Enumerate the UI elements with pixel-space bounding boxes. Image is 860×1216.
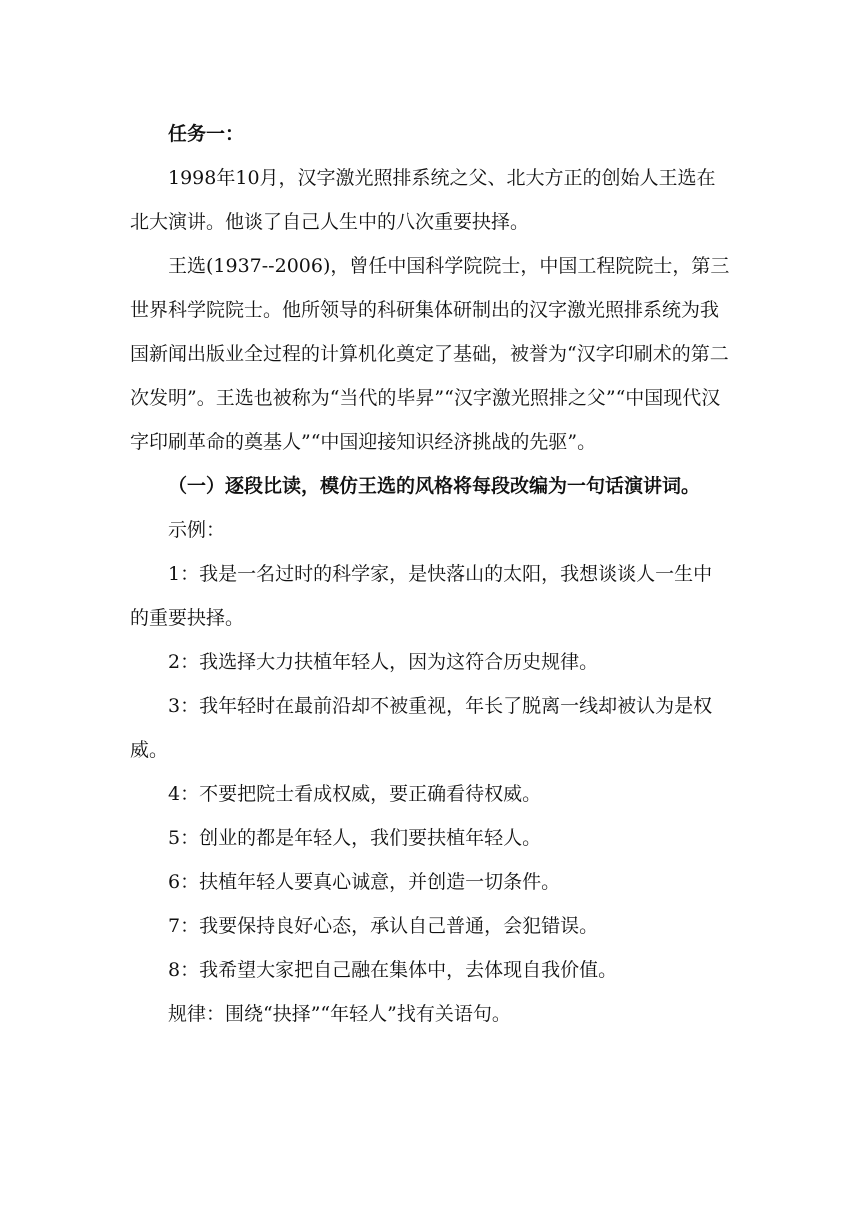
bio-paragraph: 王选(1937--2006)，曾任中国科学院院士，中国工程院院士，第三世界科学院院士。他所领导的科研集体研制出的汉字激光照排系统为我国新闻出版业全过程的计算机化奠定了基础，被誉为“汉字印刷术的第二次发明”。王选也被称为“当代的毕昇”“汉字激光照排之父”“中国现代汉字印刷革命的奠基人”“中国迎接知识经济挑战的先驱”。 (130, 255, 730, 453)
example-item-2: 2：我选择大力扶植年轻人，因为这符合历史规律。 (168, 651, 599, 673)
example-item-4: 4：不要把院士看成权威，要正确看待权威。 (168, 783, 542, 805)
rule-text: 规律：围绕“抉择”“年轻人”找有关语句。 (168, 1003, 511, 1025)
example-item-8: 8：我希望大家把自己融在集体中，去体现自我价值。 (168, 959, 618, 981)
example-item-3: 3：我年轻时在最前沿却不被重视，年长了脱离一线却被认为是权威。 (130, 695, 713, 761)
example-item-7: 7：我要保持良好心态，承认自己普通，会犯错误。 (168, 915, 599, 937)
example-label: 示例： (168, 519, 226, 541)
example-item-6: 6：扶植年轻人要真心诚意，并创造一切条件。 (168, 871, 561, 893)
task-title: 任务一： (168, 123, 245, 145)
example-item-5: 5：创业的都是年轻人，我们要扶植年轻人。 (168, 827, 542, 849)
intro-paragraph: 1998年10月，汉字激光照排系统之父、北大方正的创始人王选在北大演讲。他谈了自己人生中的八次重要抉择。 (130, 167, 716, 233)
document-body (130, 112, 730, 1036)
example-item-1: 1：我是一名过时的科学家，是快落山的太阳，我想谈谈人一生中的重要抉择。 (130, 563, 713, 629)
section-heading: （一）逐段比读，模仿王选的风格将每段改编为一句话演讲词。 (168, 475, 701, 497)
